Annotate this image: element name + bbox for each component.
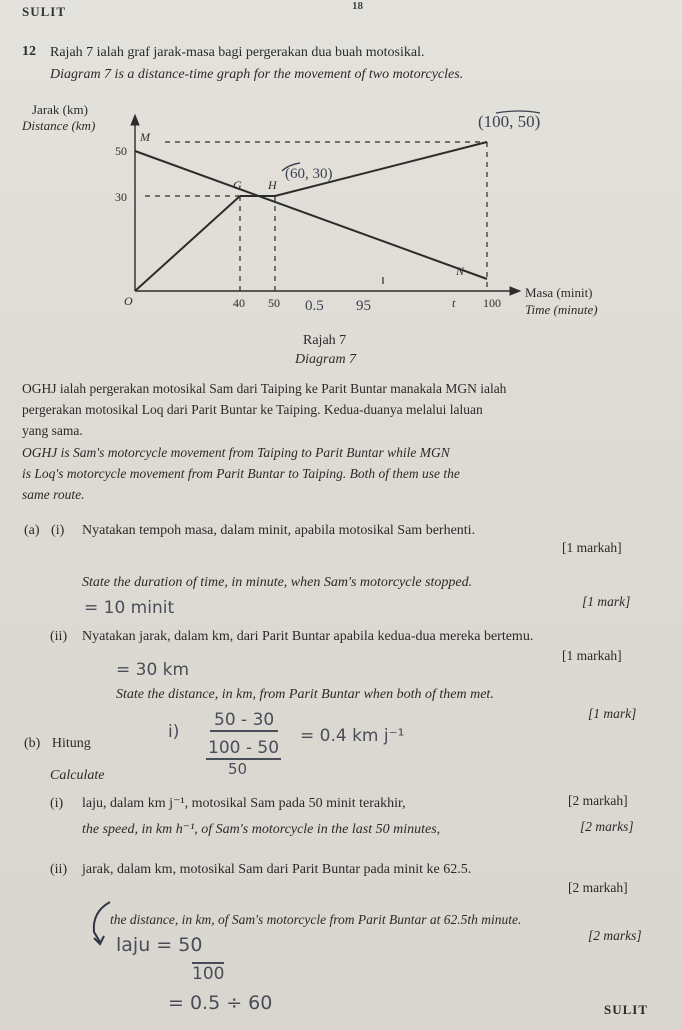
y-axis-label-english: Distance (km) [22, 118, 96, 133]
handwritten-conversion: = 0.5 ÷ 60 [168, 992, 273, 1014]
paragraph-malay [22, 378, 506, 441]
part-a-i-english: State the duration of time, in minute, when Sam's motorcycle stopped. [82, 575, 473, 590]
part-b-i-mark-english: [2 marks] [580, 819, 634, 834]
part-b-ii-mark-english: [2 marks] [588, 928, 642, 943]
part-a-i-mark-malay: [1 markah] [562, 540, 622, 555]
handwritten-roman-i: i) [168, 722, 180, 742]
handwritten-numerator: 50 - 30 [210, 710, 278, 732]
part-b-i-label: (i) [50, 796, 64, 811]
handwritten-denominator-2: 50 [228, 760, 248, 778]
part-b-ii-label: (ii) [50, 862, 68, 877]
point-n: N [456, 264, 465, 278]
handwritten-answer-a-i: = 10 minit [84, 598, 175, 618]
x-tick-50: 50 [268, 296, 280, 310]
part-a-letter: (a) [24, 523, 40, 538]
part-a-ii-mark-malay: [1 markah] [562, 648, 622, 663]
part-a-ii-label: (ii) [50, 629, 68, 644]
part-b-label [24, 733, 91, 754]
question-intro-english: Diagram 7 is a distance-time graph for the movement of two motorcycles. [50, 67, 464, 82]
paragraph-english-line: is Loq's motorcycle movement from Parit Buntar to Taiping. Both of them use the [22, 466, 460, 481]
question-number: 12 [22, 44, 36, 59]
paragraph-english-line: OGHJ is Sam's motorcycle movement from Taiping to Parit Buntar while MGN [22, 445, 450, 460]
question-intro-malay: Rajah 7 ialah graf jarak-masa bagi pergerakan dua buah motosikal. [50, 45, 425, 60]
paragraph-malay-line: pergerakan motosikal Loq dari Parit Buntar ke Taiping. Kedua-duanya melalui laluan [22, 402, 483, 417]
x-axis-label-malay: Masa (minit) [525, 285, 593, 300]
point-m: M [140, 130, 150, 144]
part-a-ii-english: State the distance, in km, from Parit Buntar when both of them met. [116, 687, 494, 702]
paragraph-malay-line: OGHJ ialah pergerakan motosikal Sam dari Taiping ke Parit Buntar manakala MGN ialah [22, 381, 507, 396]
x-axis-arrow [510, 287, 520, 295]
hand-note-95: 95 [356, 298, 371, 314]
hand-note-point-100-50: (100, 50) [478, 112, 541, 131]
point-g: G [233, 178, 242, 192]
hand-note-point-60-30: (60, 30) [285, 166, 333, 182]
header-code: SULIT [22, 4, 67, 19]
y-axis-arrow [131, 115, 139, 125]
x-axis-label-english: Time (minute) [525, 302, 598, 317]
footer-code: SULIT [604, 1002, 649, 1017]
part-a-i-malay: Nyatakan tempoh masa, dalam minit, apabila motosikal Sam berhenti. [82, 523, 476, 538]
y-tick-30: 30 [115, 190, 127, 204]
part-b-i-english: the speed, in km h⁻¹, of Sam's motorcycle in the last 50 minutes, [82, 822, 441, 837]
x-tick-100: 100 [483, 296, 501, 310]
part-b-english: Calculate [50, 768, 105, 783]
caption-malay: Rajah 7 [303, 333, 347, 348]
hand-note-0-5: 0.5 [305, 298, 324, 314]
x-tick-t: t [452, 296, 456, 310]
part-b-i-mark-malay: [2 markah] [568, 793, 628, 808]
paragraph-malay-line: yang sama. [22, 423, 83, 438]
part-a-ii-mark-english: [1 mark] [588, 706, 637, 721]
handwritten-speed-denominator: 100 [192, 964, 225, 984]
origin-label: O [124, 294, 133, 308]
caption-english: Diagram 7 [295, 352, 357, 367]
handwritten-speed-label: laju = 50 [116, 934, 203, 956]
handwritten-denominator: 100 - 50 [208, 738, 280, 758]
line-og [135, 196, 240, 291]
part-b-malay: Hitung [51, 736, 91, 751]
hand-arrow-icon [86, 898, 116, 948]
page-number: 18 [352, 0, 363, 12]
part-a-i-mark-english: [1 mark] [582, 594, 631, 609]
part-b-i-malay: laju, dalam km j⁻¹, motosikal Sam pada 50 minit terakhir, [82, 796, 406, 811]
part-a-i-label: (i) [51, 523, 65, 538]
y-tick-50: 50 [115, 144, 127, 158]
part-a-ii-malay: Nyatakan jarak, dalam km, dari Parit Buntar apabila kedua-dua mereka bertemu. [82, 629, 534, 644]
part-b-ii-english: the distance, in km, of Sam's motorcycle from Parit Buntar at 62.5th minute. [110, 912, 522, 927]
y-axis-label-malay: Jarak (km) [32, 102, 88, 117]
point-h: H [268, 178, 277, 192]
part-b-ii-malay: jarak, dalam km, motosikal Sam dari Parit Buntar pada minit ke 62.5. [82, 862, 472, 877]
part-b-letter: (b) [24, 736, 41, 751]
part-a-label [24, 520, 64, 541]
handwritten-answer-a-ii: = 30 km [116, 660, 190, 680]
part-b-ii-mark-malay: [2 markah] [568, 880, 628, 895]
x-tick-40: 40 [233, 296, 245, 310]
paragraph-english-line: same route. [22, 487, 85, 502]
handwritten-result: = 0.4 km j⁻¹ [300, 726, 405, 746]
paragraph-english [22, 442, 460, 505]
